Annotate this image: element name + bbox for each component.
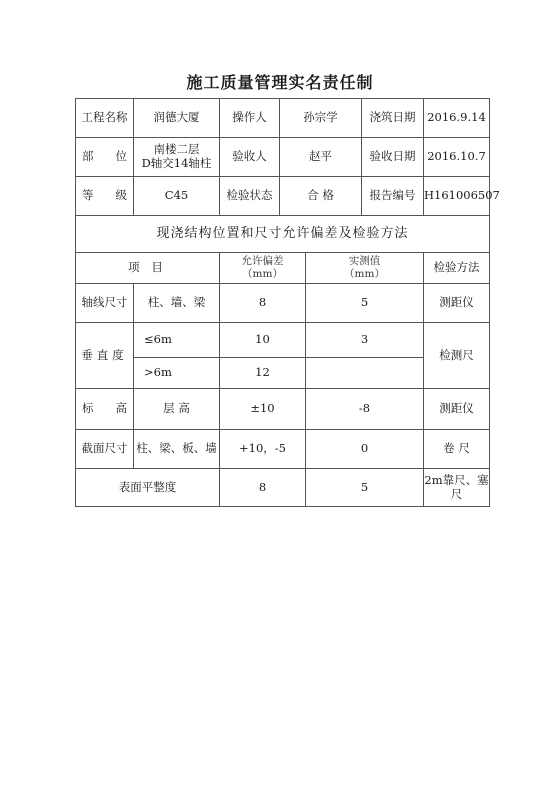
axis-size-allowable: 8 [220,284,306,323]
flatness-measured: 5 [306,469,424,507]
part-value [134,138,220,177]
table-header-row [76,253,490,284]
header-measured-value: 实测值 （mm） [306,253,424,284]
table-row [76,284,490,323]
axis-size-measured: 5 [306,284,424,323]
verticality-subitem-gt6m: >6m [134,358,220,389]
verticality-measured-le6m: 3 [306,323,424,358]
section-size-label: 截面尺寸 [76,430,134,469]
acceptor-label: 验收人 [220,138,280,177]
operator-value: 孙宗学 [280,99,362,138]
part-label: 部 位 [76,138,134,177]
table-row [76,216,490,253]
elevation-measured: -8 [306,389,424,430]
table-row [76,99,490,138]
flatness-label: 表面平整度 [76,469,220,507]
elevation-allowable: ±10 [220,389,306,430]
elevation-label: 标 高 [76,389,134,430]
verticality-method: 检测尺 [424,323,490,389]
header-allowable-deviation: 允许偏差 （mm） [220,253,306,284]
flatness-allowable: 8 [220,469,306,507]
grade-value: C45 [134,177,220,216]
status-label: 检验状态 [220,177,280,216]
project-name-label: 工程名称 [76,99,134,138]
axis-size-method: 测距仪 [424,284,490,323]
header-inspection-method: 检验方法 [424,253,490,284]
page-title: 施工质量管理实名责任制 [186,73,374,92]
axis-size-subitem: 柱、墙、梁 [134,284,220,323]
verticality-subitem-le6m: ≤6m [134,323,220,358]
pour-date-value: 2016.9.14 [424,99,490,138]
pour-date-label: 浇筑日期 [362,99,424,138]
section-title: 现浇结构位置和尺寸允许偏差及检验方法 [76,216,490,253]
table-row [76,323,490,358]
elevation-method: 测距仪 [424,389,490,430]
acceptor-value: 赵平 [280,138,362,177]
verticality-allowable-le6m: 10 [220,323,306,358]
table-row [76,389,490,430]
accept-date-value: 2016.10.7 [424,138,490,177]
part-value-line1: 南楼二层 [153,142,200,157]
flatness-method: 2m靠尺、塞尺 [424,469,490,507]
verticality-measured-gt6m [306,358,424,389]
operator-label: 操作人 [220,99,280,138]
table-row [76,469,490,507]
section-size-measured: 0 [306,430,424,469]
report-label: 报告编号 [362,177,424,216]
project-name-value: 润德大厦 [134,99,220,138]
table-row [76,430,490,469]
elevation-subitem: 层 高 [134,389,220,430]
report-value: H161006507 [424,177,490,216]
verticality-label: 垂直度 [76,323,134,389]
header-item: 项 目 [76,253,220,284]
section-size-allowable: +10，-5 [220,430,306,469]
table-row [76,138,490,177]
section-size-subitem: 柱、梁、板、墙 [134,430,220,469]
table-row [76,177,490,216]
axis-size-label: 轴线尺寸 [76,284,134,323]
verticality-allowable-gt6m: 12 [220,358,306,389]
accept-date-label: 验收日期 [362,138,424,177]
status-value: 合 格 [280,177,362,216]
quality-responsibility-table [75,98,500,507]
grade-label: 等 级 [76,177,134,216]
part-value-line2: D轴交14轴柱 [141,156,212,170]
section-size-method: 卷 尺 [424,430,490,469]
